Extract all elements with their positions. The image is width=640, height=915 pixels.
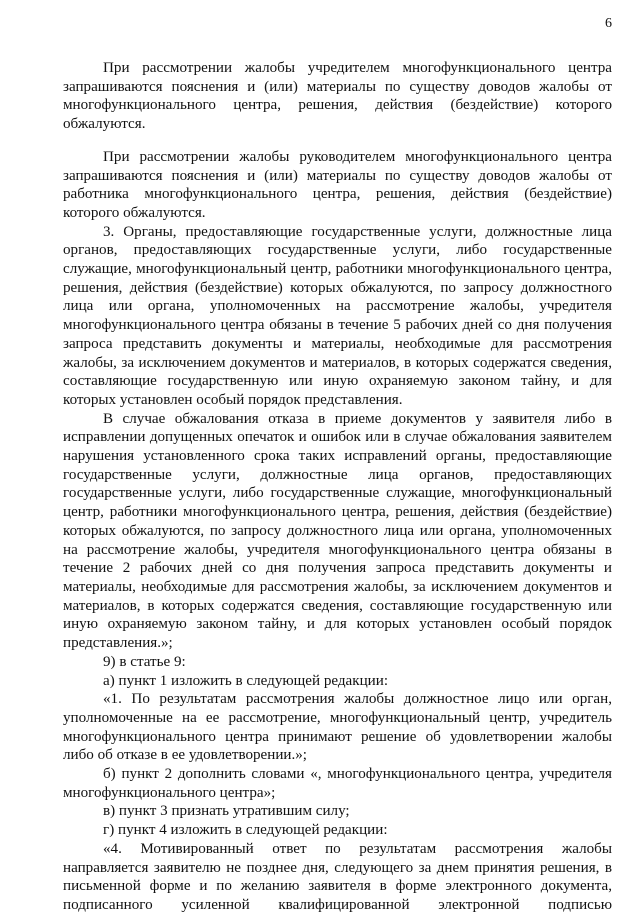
paragraph-head-review: При рассмотрении жалобы руководителем многофункционального центра запрашиваются пояснения и (или) материалы по существу доводов жалобы от работника многофункционального центра, решения, действия (бездействие) которого обжалуются. [63,148,612,221]
document-body [63,59,612,915]
paragraph-sub-b: б) пункт 2 дополнить словами «, многофункционального центра, учредителя многофункционального центра»; [63,766,612,801]
paragraph-point-1-text: «1. По результатам рассмотрения жалобы должностное лицо или орган, уполномоченные на ее рассмотрение, многофункциональный центр, учредитель многофункционального центра принимают решение об удовлетворении жалобы либо об отказе в ее удовлетворении.»; [63,691,612,764]
paragraph-article-9: 9) в статье 9: [103,653,186,670]
paragraph-sub-c: в) пункт 3 признать утратившим силу; [103,803,350,820]
page-number: 6 [605,16,612,31]
paragraph-sub-a: а) пункт 1 изложить в следующей редакции: [103,672,389,689]
paragraph-point-4-text: «4. Мотивированный ответ по результатам рассмотрения жалобы направляется заявителю не позднее дня, следующего за днем принятия решения, в письменной форме и по желанию заявителя в форме электронного документа, подписанного усиленной квалифицированной электронной подписью [63,840,612,913]
paragraph-sub-d: г) пункт 4 изложить в следующей редакции: [103,822,388,839]
paragraph-gap [63,134,612,148]
paragraph-founder-review: При рассмотрении жалобы учредителем многофункционального центра запрашиваются пояснения и (или) материалы по существу доводов жалобы от многофункционального центра, решения, действия (бездействие) которого обжалуются. [63,60,612,133]
paragraph-refusal-appeal: В случае обжалования отказа в приеме документов у заявителя либо в исправлении допущенных опечаток и ошибок или в случае обжалования заявителем нарушения установленного срока таких исправлений органы, предоставляющие государственные услуги, должностные лица органов, предоставляющих государственные услуги, либо государственные служащие, многофункциональный центр, работники многофункционального центра, решения, действия (бездействие) которых обжалуются, по запросу должностного лица или органа, уполномоченных на рассмотрение жалобы, учредителя многофункционального центра обязаны в течение 2 рабочих дней со дня получения запроса представить документы и материалы, необходимые для рассмотрения жалобы, за исключением документов и материалов, в которых содержатся сведения, составляющие государственную или иную охраняемую законом тайну, и для которых установлен особый порядок представления.»; [63,410,612,652]
paragraph-item-3: 3. Органы, предоставляющие государственные услуги, должностные лица органов, предоставляющих государственные услуги, либо государственные служащие, многофункциональный центр, работники многофункционального центра, решения, действия (бездействие) которых обжалуются, по запросу должностного лица или органа, уполномоченных на рассмотрение жалобы, учредителя многофункционального центра обязаны в течение 5 рабочих дней со дня получения запроса представить документы и материалы, необходимые для рассмотрения жалобы, за исключением документов и материалов, в которых содержатся сведения, составляющие государственную или иную охраняемую законом тайну, и для которых установлен особый порядок представления. [63,223,612,408]
